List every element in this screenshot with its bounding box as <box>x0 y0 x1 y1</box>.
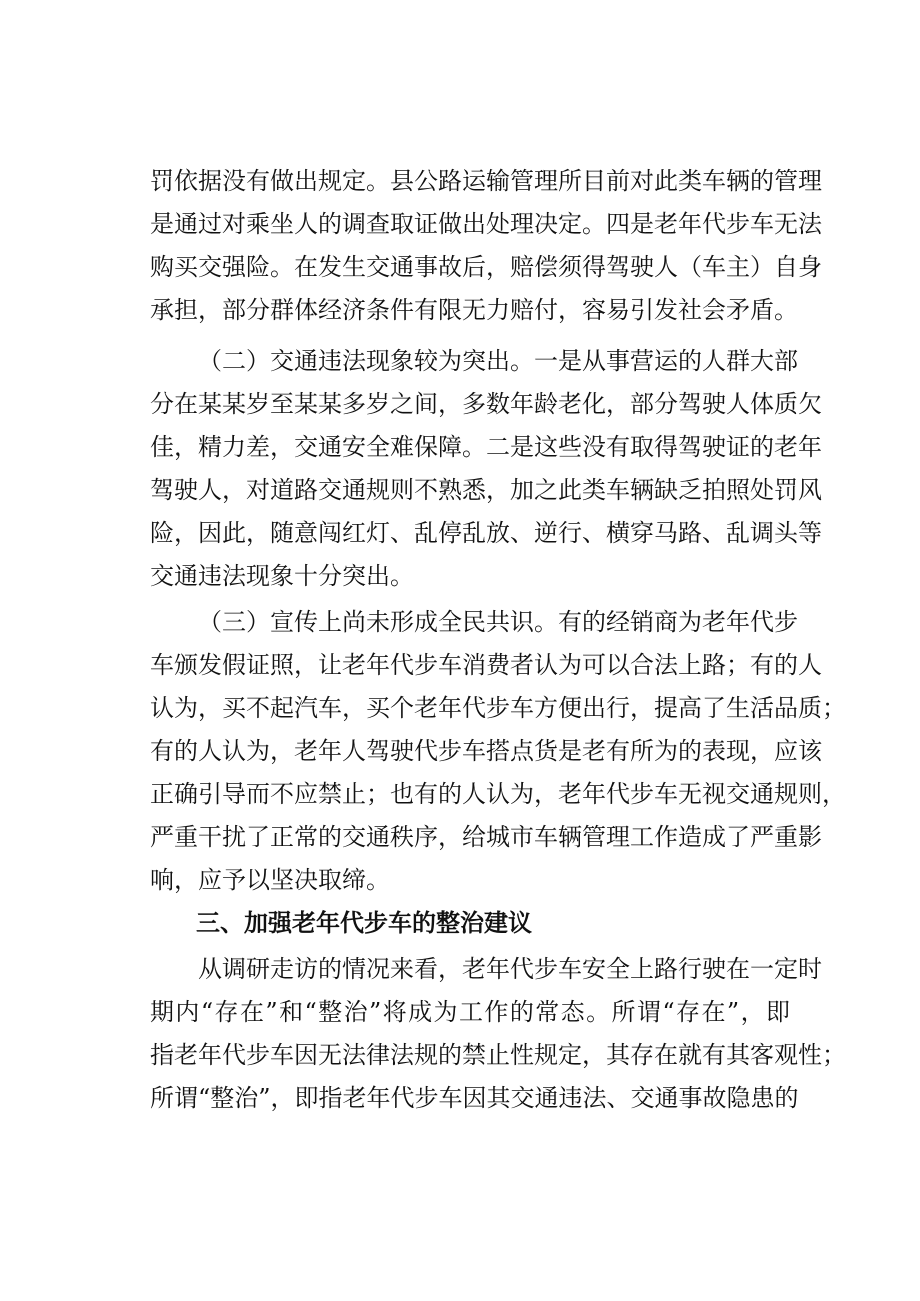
paragraph-1-line-3: 购买交强险。在发生交通事故后，赔偿须得驾驶人（车主）自身 <box>150 253 822 281</box>
paragraph-3-line-3: 认为，买不起汽车，买个老年代步车方便出行，提高了生活品质； <box>150 694 846 722</box>
paragraph-3-line-6: 严重干扰了正常的交通秩序，给城市车辆管理工作造成了严重影 <box>150 823 822 851</box>
paragraph-2-line-6: 交通违法现象十分突出。 <box>150 562 414 590</box>
section-heading: 三、加强老年代步车的整治建议 <box>196 909 532 937</box>
paragraph-2-line-1: （二）交通违法现象较为突出。一是从事营运的人群大部 <box>198 347 798 375</box>
paragraph-4-line-4: 所谓“整治”，即指老年代步车因其交通违法、交通事故隐患的 <box>150 1084 799 1112</box>
paragraph-3-line-1: （三）宣传上尚未形成全民共识。有的经销商为老年代步 <box>198 608 798 636</box>
paragraph-1-line-4: 承担，部分群体经济条件有限无力赔付，容易引发社会矛盾。 <box>150 296 798 324</box>
paragraph-1-line-2: 是通过对乘坐人的调查取证做出处理决定。四是老年代步车无法 <box>150 210 822 238</box>
paragraph-2-line-2: 分在某某岁至某某多岁之间，多数年龄老化，部分驾驶人体质欠 <box>150 390 822 418</box>
paragraph-2-line-4: 驾驶人，对道路交通规则不熟悉，加之此类车辆缺乏拍照处罚风 <box>150 476 822 504</box>
paragraph-2-line-5: 险，因此，随意闯红灯、乱停乱放、逆行、横穿马路、乱调头等 <box>150 519 822 547</box>
paragraph-2-line-3: 佳，精力差，交通安全难保障。二是这些没有取得驾驶证的老年 <box>150 433 822 461</box>
paragraph-4-line-2: 期内“存在”和“整治”将成为工作的常态。所谓“存在”，即 <box>150 998 790 1026</box>
paragraph-1-line-1: 罚依据没有做出规定。县公路运输管理所目前对此类车辆的管理 <box>150 167 822 195</box>
paragraph-3-line-2: 车颁发假证照，让老年代步车消费者认为可以合法上路；有的人 <box>150 651 822 679</box>
paragraph-4-line-1: 从调研走访的情况来看，老年代步车安全上路行驶在一定时 <box>198 955 822 983</box>
paragraph-3-line-4: 有的人认为，老年人驾驶代步车搭点货是老有所为的表现，应该 <box>150 737 822 765</box>
paragraph-4-line-3: 指老年代步车因无法律法规的禁止性规定，其存在就有其客观性； <box>150 1041 846 1069</box>
paragraph-3-line-5: 正确引导而不应禁止；也有的人认为，老年代步车无视交通规则， <box>150 780 846 808</box>
paragraph-3-line-7: 响，应予以坚决取缔。 <box>150 866 390 894</box>
